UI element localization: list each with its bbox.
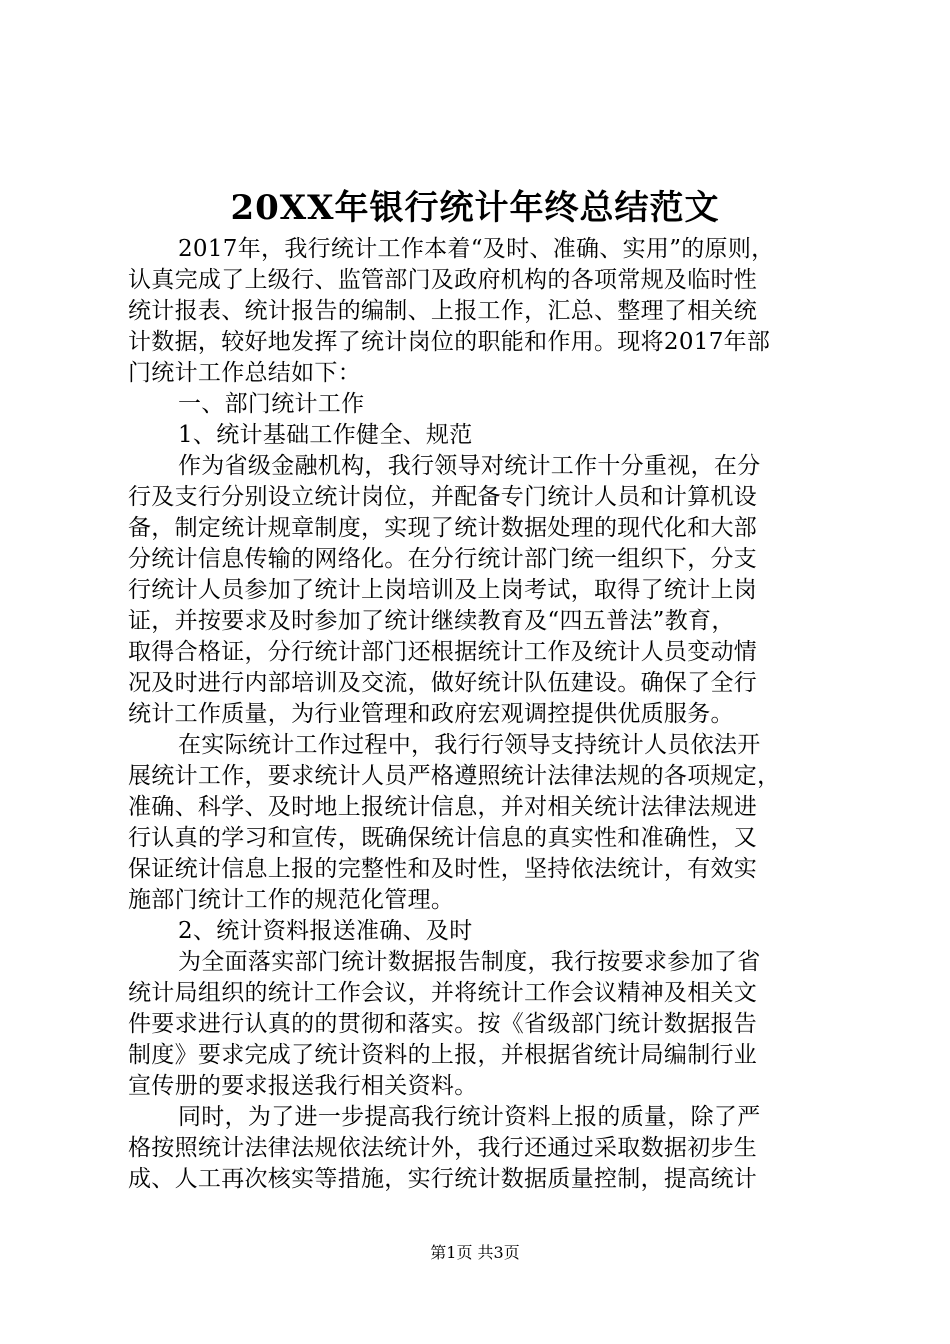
text-line: 取得合格证，分行统计部门还根据统计工作及统计人员变动情 — [128, 639, 758, 665]
page-footer: 第1页 共3页 — [430, 1243, 520, 1262]
text-line: 宣传册的要求报送我行相关资料。 — [128, 1073, 478, 1099]
text-line: 证，并按要求及时参加了统计继续教育及“四五普法”教育， — [128, 608, 735, 634]
text-line: 制度》要求完成了统计资料的上报，并根据省统计局编制行业 — [128, 1042, 758, 1068]
text-line: 成、人工再次核实等措施，实行统计数据质量控制，提高统计 — [128, 1166, 758, 1192]
text-line: 统计报表、统计报告的编制、上报工作，汇总、整理了相关统 — [128, 298, 758, 324]
document-title: 20XX年银行统计年终总结范文 — [230, 188, 720, 228]
text-line: 作为省级金融机构，我行领导对统计工作十分重视，在分 — [178, 453, 761, 479]
text-line: 一、部门统计工作 — [178, 391, 365, 417]
text-line: 同时，为了进一步提高我行统计资料上报的质量，除了严 — [178, 1104, 761, 1130]
text-line: 行认真的学习和宣传，既确保统计信息的真实性和准确性，又 — [128, 825, 758, 851]
text-line: 认真完成了上级行、监管部门及政府机构的各项常规及临时性 — [128, 267, 758, 293]
text-line: 况及时进行内部培训及交流，做好统计队伍建设。确保了全行 — [128, 670, 758, 696]
document-body — [128, 234, 832, 1195]
text-line: 2017年，我行统计工作本着“及时、准确、实用”的原则， — [178, 236, 775, 262]
text-line: 统计局组织的统计工作会议，并将统计工作会议精神及相关文 — [128, 980, 758, 1006]
text-line: 备，制定统计规章制度，实现了统计数据处理的现代化和大部 — [128, 515, 758, 541]
text-line: 格按照统计法律法规依法统计外，我行还通过采取数据初步生 — [128, 1135, 758, 1161]
text-line: 2、统计资料报送准确、及时 — [178, 918, 473, 944]
text-line: 为全面落实部门统计数据报告制度，我行按要求参加了省 — [178, 949, 761, 975]
text-line: 统计工作质量，为行业管理和政府宏观调控提供优质服务。 — [128, 701, 734, 727]
text-line: 准确、科学、及时地上报统计信息，并对相关统计法律法规进 — [128, 794, 758, 820]
text-line: 门统计工作总结如下： — [128, 360, 361, 386]
text-line: 行统计人员参加了统计上岗培训及上岗考试，取得了统计上岗 — [128, 577, 758, 603]
text-line: 施部门统计工作的规范化管理。 — [128, 887, 455, 913]
text-line: 保证统计信息上报的完整性和及时性，坚持依法统计，有效实 — [128, 856, 758, 882]
text-line: 件要求进行认真的的贯彻和落实。按《省级部门统计数据报告 — [128, 1011, 758, 1037]
text-line: 1、统计基础工作健全、规范 — [178, 422, 473, 448]
text-line: 行及支行分别设立统计岗位，并配备专门统计人员和计算机设 — [128, 484, 758, 510]
text-line: 在实际统计工作过程中，我行行领导支持统计人员依法开 — [178, 732, 761, 758]
text-line: 分统计信息传输的网络化。在分行统计部门统一组织下，分支 — [128, 546, 758, 572]
text-line: 展统计工作，要求统计人员严格遵照统计法律法规的各项规定， — [128, 763, 781, 789]
text-line: 计数据，较好地发挥了统计岗位的职能和作用。现将2017年部 — [128, 329, 771, 355]
